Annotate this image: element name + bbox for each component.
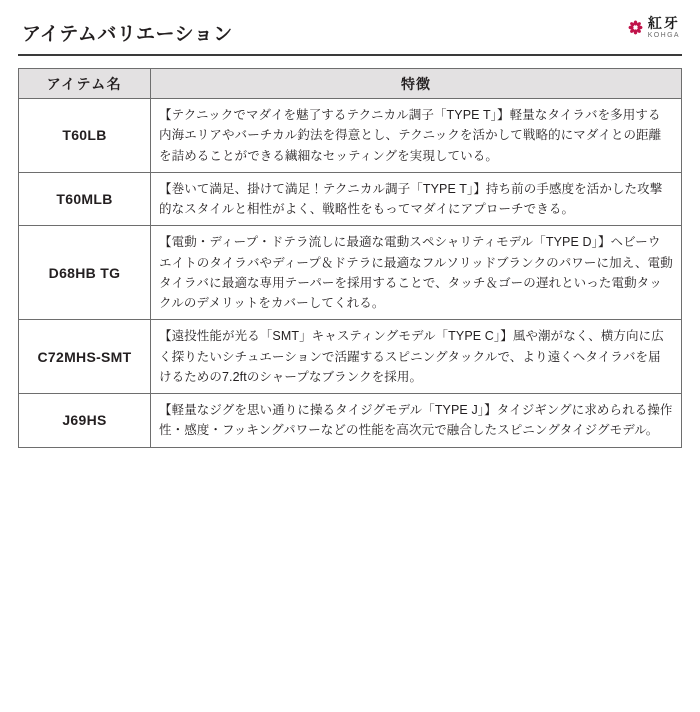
- table-header-row: [19, 69, 682, 99]
- item-feature-cell: 【巻いて満足、掛けて満足！テクニカル調子「TYPE T」】持ち前の手感度を活かした攻撃的なスタイルと相性がよく、戦略性をもってマダイにアプローチできる。: [151, 172, 682, 226]
- item-variation-table: [18, 68, 682, 448]
- item-feature-cell: 【テクニックでマダイを魅了するテクニカル調子「TYPE T」】軽量なタイラバを多用する内海エリアやバーチカル釣法を得意とし、テクニックを活かして戦略的にマダイとの距離を詰めることができる繊細なセッティングを実現している。: [151, 99, 682, 173]
- table-row: [19, 226, 682, 320]
- table-row: [19, 172, 682, 226]
- spec-sheet-page: [0, 12, 700, 712]
- item-feature-cell: 【遠投性能が光る「SMT」キャスティングモデル「TYPE C」】風や潮がなく、横方向に広く探りたいシチュエーションで活躍するスピニングタックルで、より遠くヘタイラバを届けるための7.2ftのシャープなブランクを採用。: [151, 320, 682, 394]
- table-row: [19, 99, 682, 173]
- item-feature-cell: 【電動・ディープ・ドテラ流しに最適な電動スペシャリティモデル「TYPE D」】ヘビーウエイトのタイラバやディープ＆ドテラに最適なフルソリッドブランクのパワーに加え、電動タイラバに最適な専用テーパーを採用することで、タッチ＆ゴーの遅れといった電動タックルのデメリットをカバーしてくれる。: [151, 226, 682, 320]
- item-name-cell: J69HS: [19, 394, 151, 448]
- item-name-cell: D68HB TG: [19, 226, 151, 320]
- item-name-cell: T60MLB: [19, 172, 151, 226]
- table-row: [19, 394, 682, 448]
- flower-emblem-icon: [628, 20, 643, 35]
- table-row: [19, 320, 682, 394]
- brand-text: [648, 16, 680, 39]
- page-header: [18, 12, 682, 56]
- column-header-item-name: アイテム名: [19, 69, 151, 99]
- item-feature-cell: 【軽量なジグを思い通りに操るタイジグモデル「TYPE J」】タイジギングに求められる操作性・感度・フッキングパワーなどの性能を高次元で融合したスピニングタイジグモデル。: [151, 394, 682, 448]
- item-name-cell: C72MHS-SMT: [19, 320, 151, 394]
- item-variation-table-wrap: [18, 68, 682, 448]
- brand-subname: KOHGA: [647, 32, 680, 39]
- page-title: アイテムバリエーション: [22, 24, 233, 45]
- item-name-cell: T60LB: [19, 99, 151, 173]
- brand-name: 紅牙: [647, 15, 680, 31]
- column-header-feature: 特徴: [151, 69, 682, 99]
- brand-logo: [628, 16, 680, 39]
